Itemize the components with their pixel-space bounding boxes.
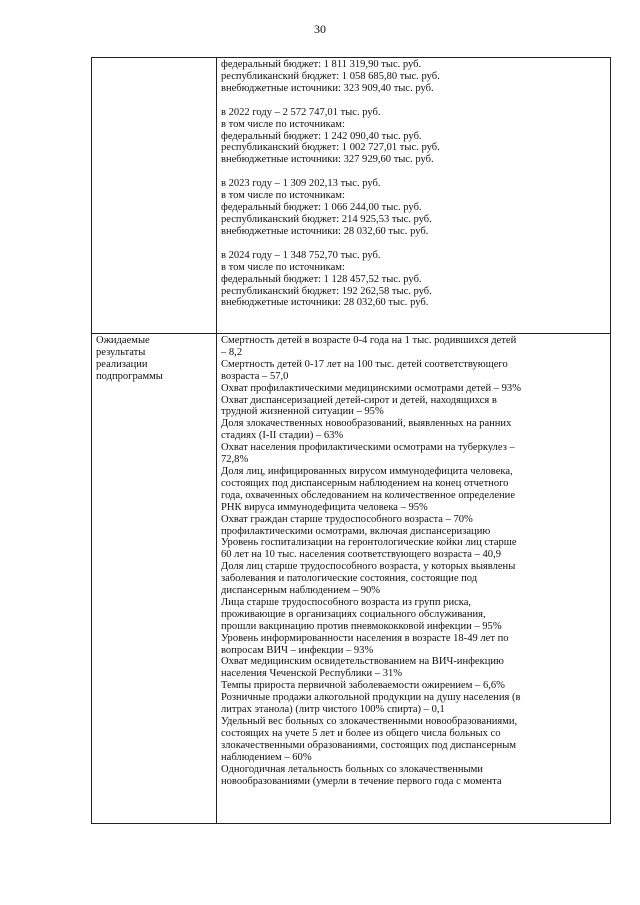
funding-lines [221,59,607,309]
expected-result-line: Охват граждан старше трудоспособного возраста – 70% [221,513,473,525]
expected-result-line: Охват населения профилактическими осмотрами на туберкулез – [221,442,515,454]
funding-line: внебюджетные источники: 28 032,60 тыс. руб. [221,225,429,237]
funding-line: республиканский бюджет: 192 262,58 тыс. руб. [221,285,432,297]
funding-line: республиканский бюджет: 214 925,53 тыс. руб. [221,213,432,225]
funding-line: в том числе по источникам: [221,190,345,202]
funding-line: в 2022 году – 2 572 747,01 тыс. руб. [221,106,381,118]
expected-result-line: Доля лиц старше трудоспособного возраста, у которых выявлены [221,561,516,573]
expected-result-line: РНК вируса иммунодефицита человека – 95% [221,501,428,513]
funding-line: республиканский бюджет: 1 002 727,01 тыс. руб. [221,142,440,154]
expected-result-line: возраста – 57,0 [221,370,289,382]
funding-line: федеральный бюджет: 1 811 319,90 тыс. руб. [221,59,422,70]
expected-result-line: Доля лиц, инфицированных вирусом иммунодефицита человека, [221,465,513,477]
expected-results-label [96,335,213,383]
funding-line: в 2023 году – 1 309 202,13 тыс. руб. [221,178,381,190]
expected-results-label-cell [92,334,217,824]
paragraph-gap [221,166,607,178]
expected-results-cell [217,334,611,824]
expected-result-line: Одногодичная летальность больных со злокачественными [221,763,483,775]
funding-line: федеральный бюджет: 1 066 244,00 тыс. руб. [221,202,422,214]
expected-result-line: состоящих на учете 5 лет и более из общего числа больных со [221,727,501,739]
expected-result-line: 60 лет на 10 тыс. населения соответствующего возраста – 40,9 [221,549,501,561]
expected-result-line: Доля злокачественных новообразований, выявленных на ранних [221,418,512,430]
funding-line: внебюджетные источники: 327 929,60 тыс. руб. [221,154,434,166]
funding-line: внебюджетные источники: 323 909,40 тыс. руб. [221,82,434,94]
expected-result-line: диспансерным наблюдением – 90% [221,585,381,597]
expected-result-line: Охват медицинским освидетельствованием на ВИЧ-инфекцию [221,656,504,668]
funding-line: федеральный бюджет: 1 242 090,40 тыс. руб. [221,130,422,142]
expected-result-line: трудной жизненной ситуации – 95% [221,406,384,418]
expected-result-line: населения Чеченской Республики – 31% [221,668,403,680]
expected-result-line: злокачественными образованиями, состоящих под диспансерным [221,739,517,751]
expected-result-line: Темпы прироста первичной заболеваемости ожирением – 6,6% [221,680,505,692]
expected-result-line: прошли вакцинацию против пневмококковой инфекции – 95% [221,620,502,632]
subprogram-passport-table [91,57,611,824]
expected-results-label-line: Ожидаемые [96,335,150,346]
funding-line: внебюджетные источники: 28 032,60 тыс. руб. [221,297,429,309]
expected-result-line: года, охваченных обследованием на количественное определение [221,489,516,501]
paragraph-gap [221,238,607,250]
expected-result-line: стадиях (I-II стадии) – 63% [221,430,344,442]
expected-result-line: Охват диспансеризацией детей-сирот и детей, находящихся в [221,394,497,406]
funding-row [92,58,611,334]
expected-results-label-line: реализации [96,358,148,370]
expected-result-line: заболевания и патологические состояния, состоящие под [221,573,478,585]
expected-result-line: Удельный вес больных со злокачественными новообразованиями, [221,716,518,727]
expected-results-lines [221,335,607,787]
expected-result-line: наблюдением – 60% [221,751,312,763]
paragraph-gap [221,95,607,107]
expected-result-line: Лица старше трудоспособного возраста из групп риска, [221,596,472,608]
expected-result-line: Смертность детей в возрасте 0-4 года на 1 тыс. родившихся детей [221,335,517,346]
expected-result-line: 72,8% [221,454,249,466]
funding-line: в том числе по источникам: [221,118,345,130]
funding-line: в том числе по источникам: [221,261,345,273]
expected-result-line: Розничные продажи алкогольной продукции на душу населения (в [221,692,521,704]
funding-line: федеральный бюджет: 1 128 457,52 тыс. руб. [221,273,422,285]
expected-result-line: литрах этанола) (литр чистого 100% спирта) – 0,1 [221,704,445,716]
funding-details-cell [217,58,611,334]
page-number: 30 [314,22,326,36]
expected-results-label-line: подпрограммы [96,370,163,382]
expected-results-row [92,334,611,824]
expected-result-line: Уровень госпитализации на геронтологические койки лиц старше [221,537,517,549]
expected-result-line: – 8,2 [221,346,243,358]
expected-result-line: вопросам ВИЧ – инфекции – 93% [221,644,374,656]
expected-result-line: новообразованиями (умерли в течение первого года с момента [221,775,502,787]
funding-line: в 2024 году – 1 348 752,70 тыс. руб. [221,249,381,261]
expected-result-line: проживающие в организациях социального обслуживания, [221,608,486,620]
expected-result-line: Уровень информированности населения в возрасте 18-49 лет по [221,632,509,644]
expected-result-line: Охват профилактическими медицинскими осмотрами детей – 93% [221,382,521,394]
funding-line: республиканский бюджет: 1 058 685,80 тыс. руб. [221,70,440,82]
expected-result-line: профилактическими осмотрами, включая диспансеризацию [221,525,491,537]
expected-result-line: состоящих под диспансерным наблюдением на конец отчетного [221,477,509,489]
expected-result-line: Смертность детей 0-17 лет на 100 тыс. детей соответствующего [221,358,508,370]
expected-results-label-line: результаты [96,346,146,358]
funding-label-cell [92,58,217,334]
